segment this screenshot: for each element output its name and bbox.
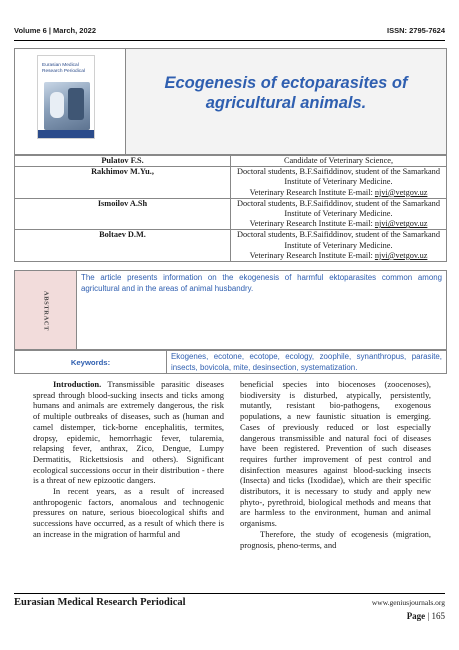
author-name: Boltaev D.M. bbox=[15, 230, 231, 262]
footer-journal-name: Eurasian Medical Research Periodical bbox=[14, 597, 186, 608]
cover-title-line1: Eurasian Medical bbox=[42, 63, 79, 68]
keywords-text: Ekogenes, ecotone, ecotope, ecology, zoophile, synanthropus, parasite, insects, bovicola, mite, desinsection, systematization. bbox=[171, 352, 442, 372]
footer-url[interactable]: www.geniusjournals.org bbox=[371, 598, 445, 607]
author-name: Rakhimov M.Yu., bbox=[15, 167, 231, 199]
issn-label: ISSN: 2795-7624 bbox=[387, 26, 445, 35]
email-link[interactable]: njvi@vetgov.uz bbox=[374, 250, 428, 260]
article-title: Ecogenesis of ectoparasites of agricultural animals. bbox=[164, 73, 408, 112]
cover-footer-band bbox=[38, 130, 94, 138]
intro-paragraph: Introduction. Transmissible parasitic diseases spread through blood-sucking insects and ticks among humans and animals are extremely dangerous, the risk of multiple outbreaks of diseases, such as (human and camel distemper, tick-borne encephalitis, termites, dropsy, epidemic, hemorrhagic fever, tularemia, relapsing fever, anthrax, Zico, Dengue, Lumpy Dermatitis, Rickettsiosis and others). Significant ecological successions occur in their distribution - there is a threat of new epizootic dangers. bbox=[33, 379, 224, 486]
title-cell bbox=[125, 49, 446, 154]
author-name: Ismoilov A.Sh bbox=[15, 198, 231, 230]
author-row bbox=[15, 156, 447, 167]
author-affiliation: Candidate of Veterinary Science, bbox=[231, 156, 447, 167]
cover-title-line2: Research Periodical bbox=[42, 68, 85, 74]
body-paragraph: beneficial species into biocenoses (zoocenoses), biodiversity is disturbed, atypically, persistently, mutantly, resistant bio-pathogens, exogenous populations, a new faunistic situation is emerging. Cases of previously reduced or lost especially dangerous transmissible and natural foci of diseases have been registered. Prevention of such diseases requires further improvement of pest control and disinfection measures against blood-sucking insects (Insecta) and ticks (Ixodidae), which are their specific distributors, it is necessary to study and apply new phyto-, pyrethroid, biological methods and means that are harmless to the environment, human and animal organisms. bbox=[240, 379, 431, 529]
author-row bbox=[15, 230, 447, 262]
journal-cover-image bbox=[37, 55, 95, 139]
keywords-label: Keywords: bbox=[15, 351, 167, 373]
keywords-box bbox=[14, 350, 447, 374]
header-rule bbox=[14, 40, 445, 41]
author-affiliation: Doctoral students, B.F.Saifiddinov, student of the Samarkand Institute of Veterinary Medicine. Veterinary Research Institute E-mail: njvi@vetgov.uz bbox=[231, 167, 447, 199]
author-affiliation: Doctoral students, B.F.Saifiddinov, student of the Samarkand Institute of Veterinary Medicine. Veterinary Research Institute E-mail: njvi@vetgov.uz bbox=[231, 230, 447, 262]
intro-heading: Introduction. bbox=[53, 379, 102, 389]
email-link[interactable]: njvi@vetgov.uz bbox=[374, 187, 428, 197]
author-row bbox=[15, 198, 447, 230]
running-header bbox=[14, 26, 445, 38]
abstract-side-label bbox=[15, 271, 77, 349]
abstract-label: ABSTRACT bbox=[42, 290, 50, 332]
abstract-text: The article presents information on the ekogenesis of harmful ektoparasites common among agricultural and in the areas of animal husbandry. bbox=[81, 273, 442, 293]
body-paragraph: In recent years, as a result of increased anthropogenic factors, anomalous and technogenic pressures on nature, serious bioecological shifts and successions have occurred, as a result of which there is an increase in the migration of harmful and bbox=[33, 486, 224, 539]
author-name: Pulatov F.S. bbox=[15, 156, 231, 167]
cover-photo bbox=[44, 82, 90, 130]
volume-label: Volume 6 | March, 2022 bbox=[14, 26, 96, 35]
author-affiliation: Doctoral students, B.F.Saifiddinov, student of the Samarkand Institute of Veterinary Medicine. Veterinary Research Institute E-mail: njvi@vetgov.uz bbox=[231, 198, 447, 230]
body-column-left bbox=[33, 379, 224, 540]
authors-table bbox=[14, 155, 447, 262]
footer-rule bbox=[14, 593, 445, 594]
page-number: Page | 165 bbox=[406, 611, 445, 621]
email-link[interactable]: njvi@vetgov.uz bbox=[374, 219, 428, 229]
abstract-box bbox=[14, 270, 447, 350]
author-row bbox=[15, 167, 447, 199]
body-paragraph: Therefore, the study of ecogenesis (migration, prognosis, pheno-terms, and bbox=[240, 528, 431, 550]
title-block bbox=[14, 48, 447, 155]
body-column-right bbox=[240, 379, 431, 550]
